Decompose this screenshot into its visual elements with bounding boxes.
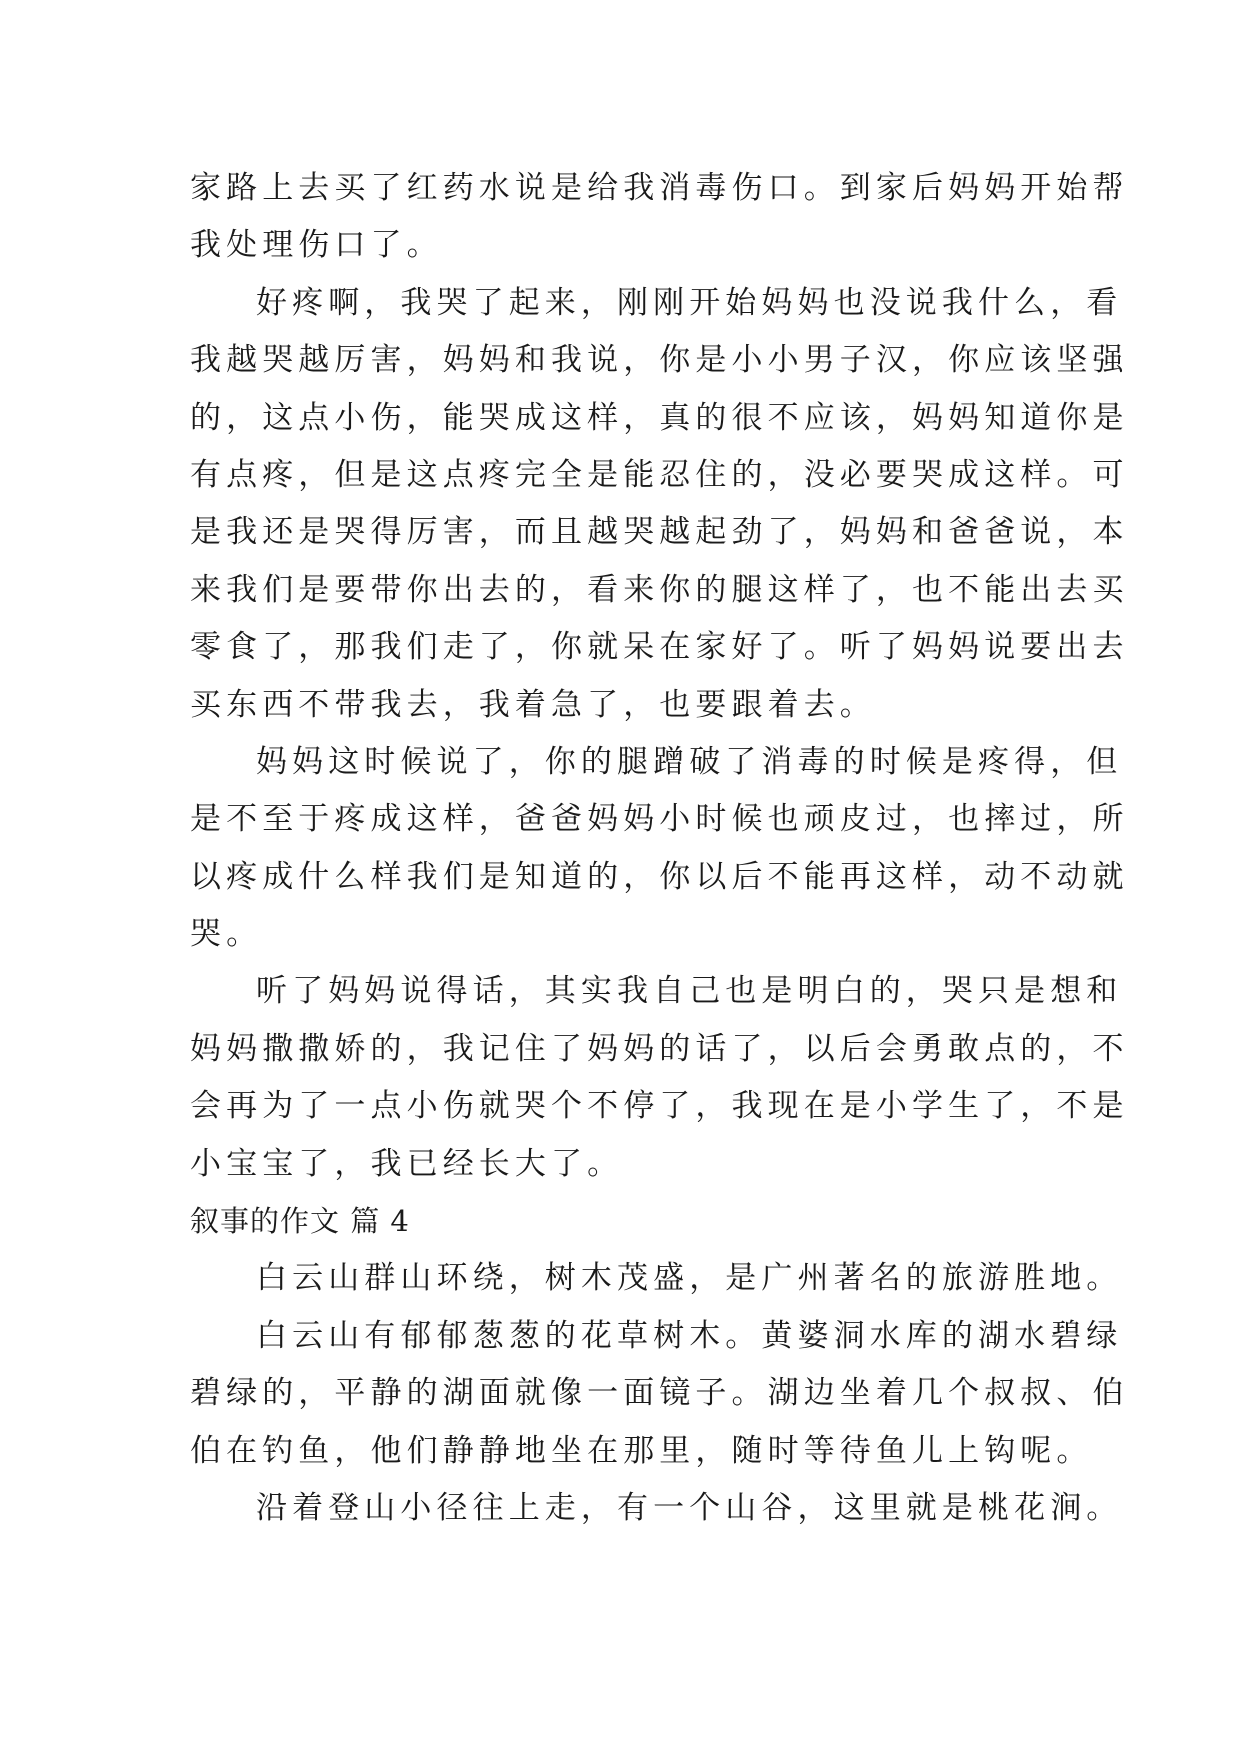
- text-line: 哭。: [190, 916, 263, 953]
- text-line: 零食了，那我们走了，你就呆在家好了。听了妈妈说要出去: [190, 629, 1129, 666]
- text-line: 来我们是要带你出去的，看来你的腿这样了，也不能出去买: [190, 571, 1129, 608]
- text-line: 白云山群山环绕，树木茂盛，是广州著名的旅游胜地。: [256, 1260, 1123, 1297]
- text-line: 买东西不带我去，我着急了，也要跟着去。: [190, 686, 876, 723]
- essay-body: [190, 160, 1129, 1537]
- text-line: 白云山有郁郁葱葱的花草树木。黄婆洞水库的湖水碧绿: [256, 1317, 1123, 1354]
- text-line: 妈妈撒撒娇的，我记住了妈妈的话了，以后会勇敢点的，不: [190, 1030, 1129, 1067]
- text-line: 我处理伤口了。: [190, 227, 443, 264]
- text-line: 我越哭越厉害，妈妈和我说，你是小小男子汉，你应该坚强: [190, 342, 1129, 379]
- text-line: 的，这点小伤，能哭成这样，真的很不应该，妈妈知道你是: [190, 399, 1129, 436]
- text-line: 是不至于疼成这样，爸爸妈妈小时候也顽皮过，也摔过，所: [190, 801, 1129, 838]
- text-line: 沿着登山小径往上走，有一个山谷，这里就是桃花涧。: [256, 1489, 1123, 1526]
- text-line: 听了妈妈说得话，其实我自己也是明白的，哭只是想和: [256, 973, 1123, 1010]
- text-line: 会再为了一点小伤就哭个不停了，我现在是小学生了，不是: [190, 1088, 1129, 1125]
- text-line: 以疼成什么样我们是知道的，你以后不能再这样，动不动就: [190, 858, 1129, 895]
- section-heading: 叙事的作文 篇 4: [190, 1204, 410, 1239]
- text-line: 好疼啊，我哭了起来，刚刚开始妈妈也没说我什么，看: [256, 284, 1123, 321]
- text-line: 小宝宝了，我已经长大了。: [190, 1145, 624, 1182]
- text-line: 是我还是哭得厉害，而且越哭越起劲了，妈妈和爸爸说，本: [190, 514, 1129, 551]
- text-line: 妈妈这时候说了，你的腿蹭破了消毒的时候是疼得，但: [256, 743, 1123, 780]
- text-line: 家路上去买了红药水说是给我消毒伤口。到家后妈妈开始帮: [190, 170, 1129, 206]
- text-line: 伯在钓鱼，他们静静地坐在那里，随时等待鱼儿上钩呢。: [190, 1432, 1093, 1469]
- text-line: 碧绿的，平静的湖面就像一面镜子。湖边坐着几个叔叔、伯: [190, 1375, 1129, 1412]
- text-line: 有点疼，但是这点疼完全是能忍住的，没必要哭成这样。可: [190, 456, 1129, 493]
